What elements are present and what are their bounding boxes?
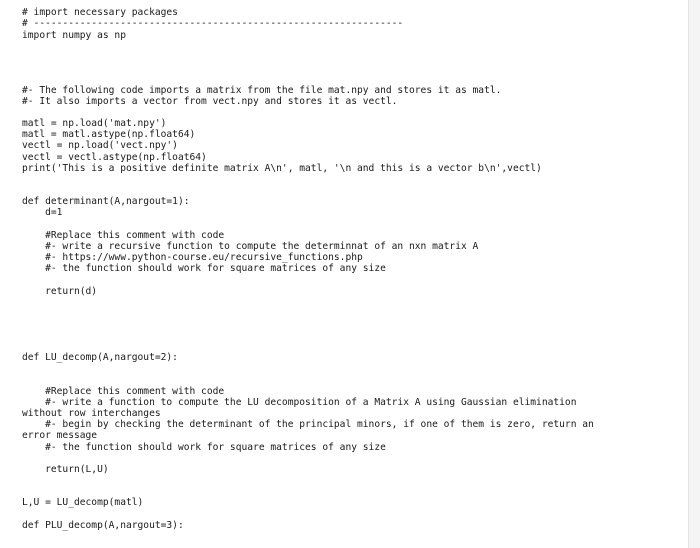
code-line: #- the function should work for square matrices of any size [22,442,386,453]
code-line: def PLU_decomp(A,nargout=3): [22,520,184,531]
code-line: L,U = LU_decomp(matl) [22,497,144,508]
code-line: vectl = vectl.astype(np.float64) [22,152,207,163]
code-line: error message [22,430,98,441]
code-line: #Replace this comment with code [22,230,225,241]
code-line: # ---------------------------------------------------------------- [22,18,404,29]
code-line: #- write a recursive function to compute the determinnat of an nxn matrix A [22,241,479,252]
code-line: #- the function should work for square matrices of any size [22,263,386,274]
code-line: matl = matl.astype(np.float64) [22,129,196,140]
code-line: import numpy as np [22,30,126,41]
code-line: #- begin by checking the determinant of the principal minors, if one of them is zero, return an [22,419,594,430]
code-line: def determinant(A,nargout=1): [22,196,190,207]
vertical-scrollbar[interactable] [688,0,700,548]
code-line: print('This is a positive definite matrix A\n', matl, '\n and this is a vector b\n',vectl) [22,163,542,174]
code-line: d=1 [22,207,63,218]
code-line: #Replace this comment with code [22,386,225,397]
code-line: return(L,U) [22,464,109,475]
code-line: #- It also imports a vector from vect.npy and stores it as vectl. [22,96,398,107]
code-line: #- write a function to compute the LU decomposition of a Matrix A using Gaussian elimination [22,397,577,408]
code-line: #- https://www.python-course.eu/recursive_functions.php [22,252,363,263]
code-line: def LU_decomp(A,nargout=2): [22,352,178,363]
code-line: without row interchanges [22,408,161,419]
code-line: matl = np.load('mat.npy') [22,118,167,129]
code-line: vectl = np.load('vect.npy') [22,140,178,151]
code-line: # import necessary packages [22,7,178,18]
code-line: #- The following code imports a matrix from the file mat.npy and stores it as matl. [22,85,502,96]
code-line: return(d) [22,286,98,297]
